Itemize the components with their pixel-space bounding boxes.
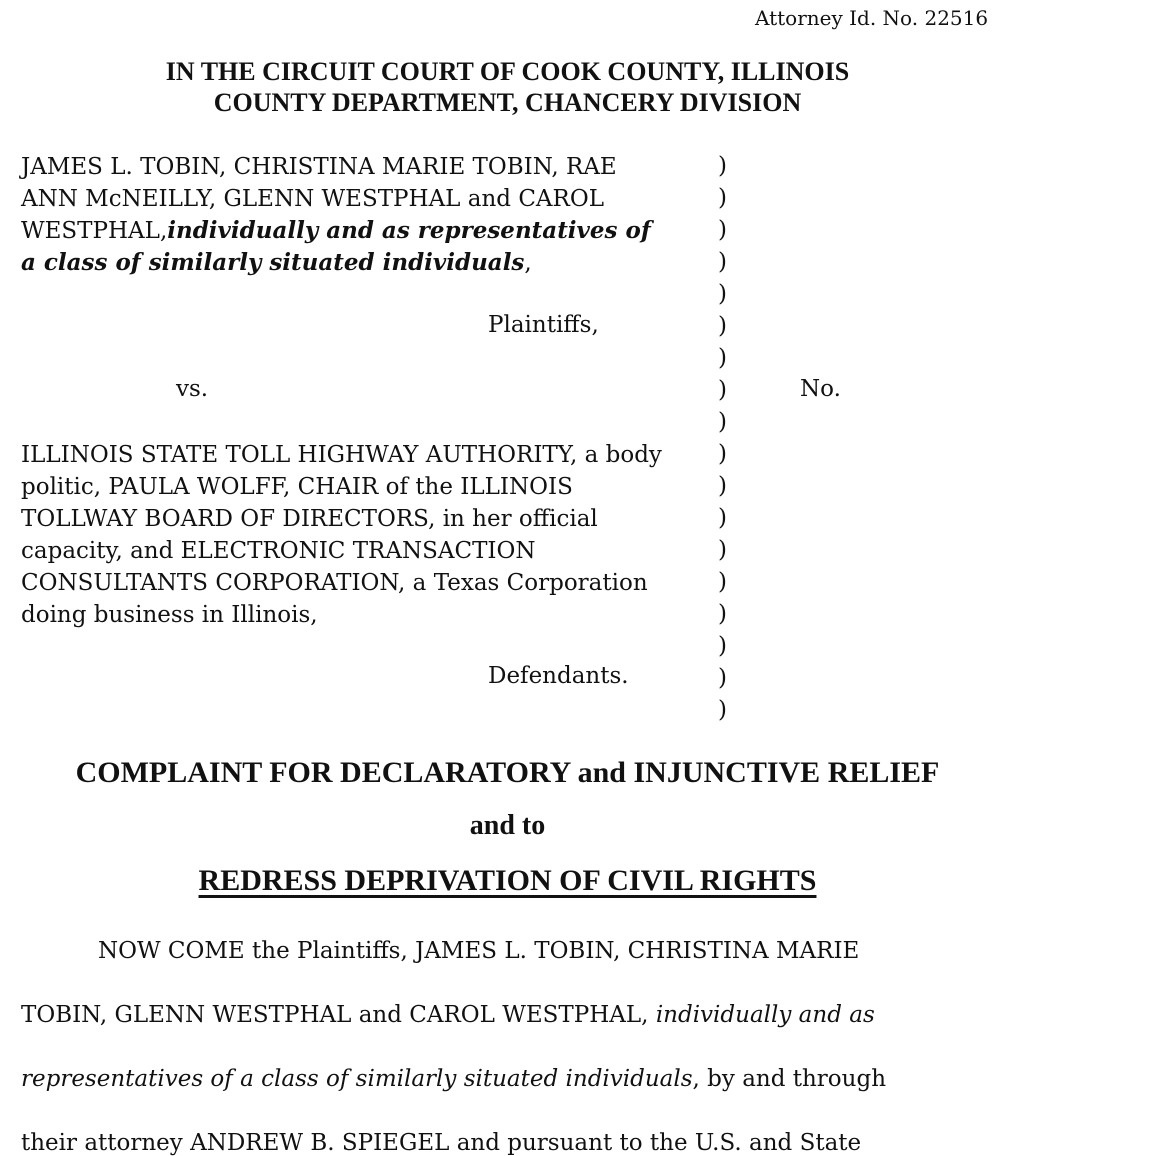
complaint-subtitle (0, 864, 1015, 898)
caption-paren: ) (718, 345, 727, 371)
complaint-title-connector: and to (469, 810, 546, 841)
body-line-3-italic: representatives of a class of similarly situated individuals (21, 1066, 693, 1092)
caption-paren: ) (718, 441, 727, 467)
plaintiffs-line-3 (21, 215, 651, 247)
complaint-title: COMPLAINT FOR DECLARATORY and INJUNCTIVE RELIEF (75, 756, 940, 789)
caption-paren: ) (718, 377, 727, 403)
body-line-1: NOW COME the Plaintiffs, JAMES L. TOBIN, CHRISTINA MARIE (98, 938, 860, 964)
versus-label: vs. (176, 376, 209, 402)
caption-paren: ) (718, 313, 727, 339)
body-line-2-italic: individually and as (655, 1002, 875, 1028)
caption-paren: ) (718, 249, 727, 275)
defendants-line-6: doing business in Illinois, (21, 602, 318, 628)
defendants-line-3: TOLLWAY BOARD OF DIRECTORS, in her official (21, 506, 598, 532)
caption-paren: ) (718, 537, 727, 563)
plaintiffs-role: Plaintiffs, (488, 312, 599, 338)
defendants-line-2: politic, PAULA WOLFF, CHAIR of the ILLINOIS (21, 474, 573, 500)
case-number-label: No. (800, 376, 841, 402)
caption-paren: ) (718, 601, 727, 627)
defendants-line-1: ILLINOIS STATE TOLL HIGHWAY AUTHORITY, a body (21, 442, 662, 468)
caption-paren: ) (718, 409, 727, 435)
court-name: IN THE CIRCUIT COURT OF COOK COUNTY, ILLINOIS (165, 57, 850, 86)
caption-paren: ) (718, 217, 727, 243)
plaintiffs-block (21, 151, 651, 279)
defendants-block (21, 439, 662, 631)
attorney-id: Attorney Id. No. 22516 (755, 6, 989, 30)
caption-paren: ) (718, 665, 727, 691)
plaintiffs-line-4 (21, 247, 651, 279)
body-line-3-plain: , by and through (692, 1066, 887, 1092)
caption-paren: ) (718, 569, 727, 595)
plaintiffs-line-1: JAMES L. TOBIN, CHRISTINA MARIE TOBIN, RAE (21, 154, 617, 180)
body-line-2 (21, 1002, 875, 1028)
defendants-line-5: CONSULTANTS CORPORATION, a Texas Corporation (21, 570, 648, 596)
caption-paren: ) (718, 153, 727, 179)
caption-paren: ) (718, 697, 727, 723)
caption-paren: ) (718, 473, 727, 499)
court-division: COUNTY DEPARTMENT, CHANCERY DIVISION (213, 88, 802, 117)
complaint-subtitle-text: REDRESS DEPRIVATION OF CIVIL RIGHTS (198, 864, 817, 897)
plaintiffs-line-3-plain: WESTPHAL, (21, 218, 168, 244)
caption-paren: ) (718, 185, 727, 211)
plaintiffs-capacity-1: individually and as representatives of (167, 217, 651, 244)
defendants-role: Defendants. (488, 663, 629, 689)
body-line-4: their attorney ANDREW B. SPIEGEL and pursuant to the U.S. and State (21, 1130, 862, 1156)
defendants-line-4: capacity, and ELECTRONIC TRANSACTION (21, 538, 536, 564)
plaintiffs-line-2: ANN McNEILLY, GLENN WESTPHAL and CAROL (21, 186, 604, 212)
caption-paren: ) (718, 633, 727, 659)
plaintiffs-line-4-tail: , (524, 250, 532, 276)
body-line-3 (21, 1066, 886, 1092)
plaintiffs-capacity-2: a class of similarly situated individuals (21, 249, 525, 276)
body-line-2-plain: TOBIN, GLENN WESTPHAL and CAROL WESTPHAL, (21, 1002, 656, 1028)
caption-paren: ) (718, 505, 727, 531)
caption-paren: ) (718, 281, 727, 307)
